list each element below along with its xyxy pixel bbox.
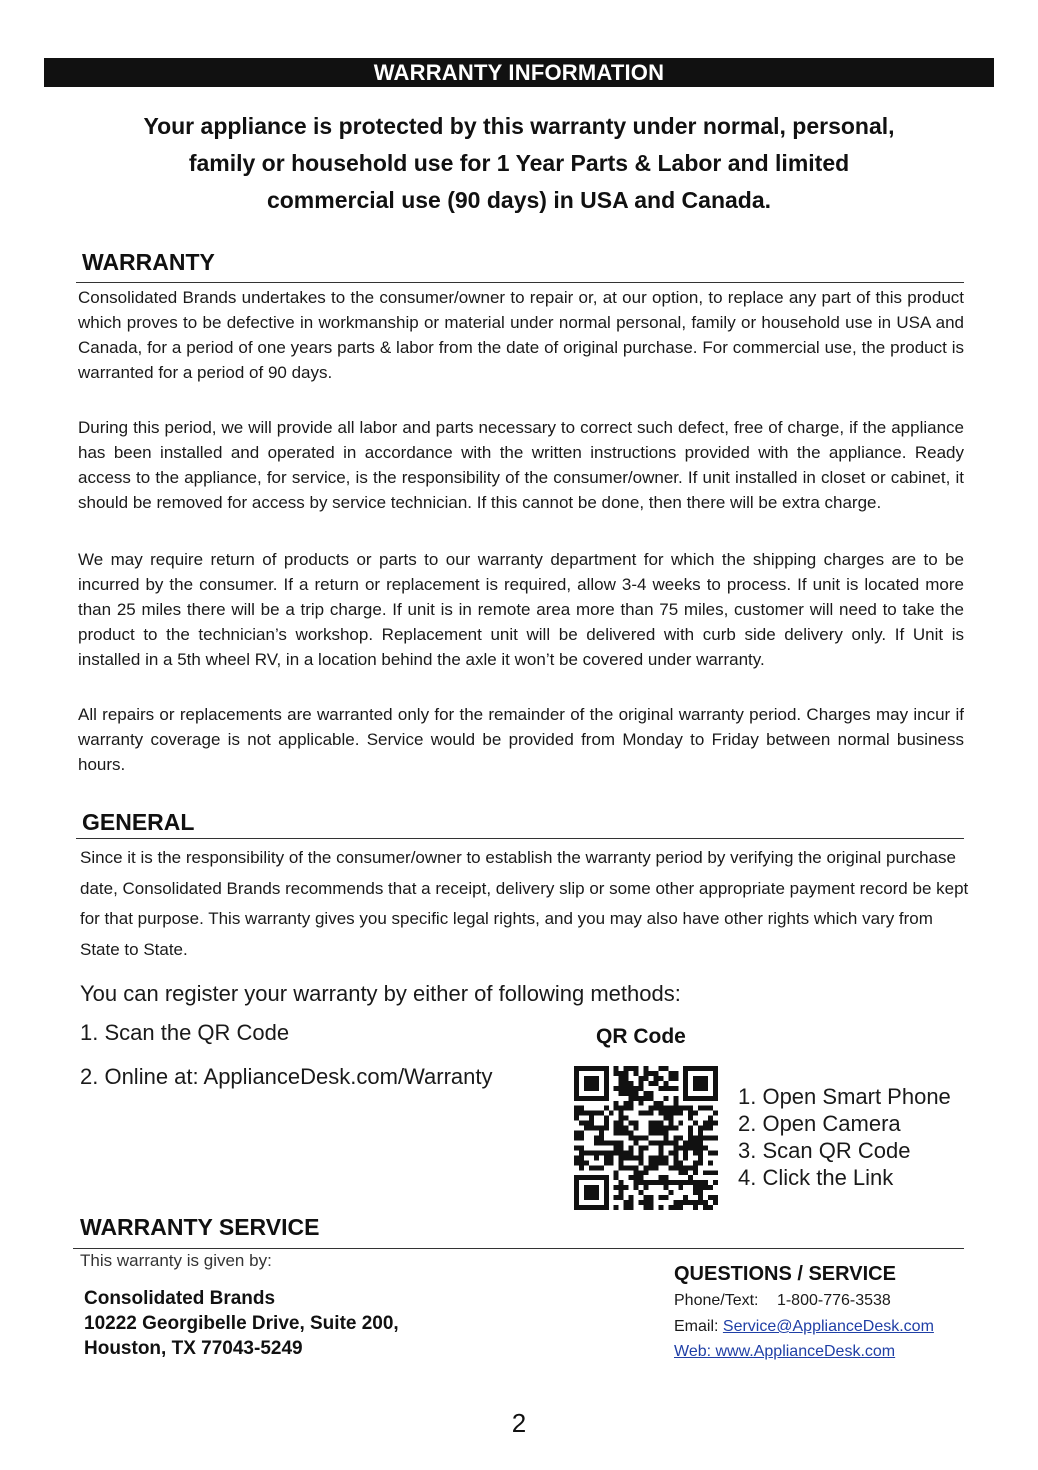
register-method-online[interactable]: 2. Online at: ApplianceDesk.com/Warranty	[80, 1064, 493, 1089]
web-row	[674, 1343, 927, 1361]
intro-line: Your appliance is protected by this warranty under normal, personal,	[143, 113, 895, 139]
intro-statement	[60, 108, 978, 219]
phone-row	[674, 1292, 891, 1310]
qr-step: 3. Scan QR Code	[738, 1138, 911, 1163]
qr-code-icon[interactable]	[574, 1066, 718, 1210]
warranty-paragraph-3: We may require return of products or parts to our warranty department for which the shipping charges are to be incurred by the consumer. If a return or replacement is required, allow 3-4 weeks to process. If unit is located more than 25 miles there will be a trip charge. If unit is in remote area more than 75 miles, customer will need to take the product to the technician’s workshop. Replacement unit will be delivered with curb side delivery only. If Unit is installed in a 5th wheel RV, in a location behind the axle it won’t be covered under warranty.	[78, 550, 964, 669]
email-label: Email:	[674, 1318, 719, 1335]
general-divider	[76, 838, 964, 839]
page-number: 2	[511, 1408, 527, 1438]
warranty-paragraph-2: During this period, we will provide all labor and parts necessary to correct such defect, free of charge, if the appliance has been installed and operated in accordance with the written instructions provided with the appliance. Ready access to the appliance, for service, is the responsibility of the consumer/owner. If unit installed in closet or cabinet, it should be removed for access by service technician. If this cannot be done, then there will be extra charge.	[78, 418, 964, 512]
company-name: Consolidated Brands	[84, 1288, 276, 1309]
phone-label: Phone/Text:	[674, 1292, 759, 1309]
warranty-service-heading: WARRANTY SERVICE	[80, 1214, 320, 1240]
general-heading: GENERAL	[82, 809, 195, 835]
given-by-label: This warranty is given by:	[80, 1251, 272, 1270]
phone-number[interactable]: 1-800-776-3538	[776, 1292, 891, 1309]
general-paragraph: Since it is the responsibility of the consumer/owner to establish the warranty period by verifying the original purchase date, Consolidated Brands recommends that a receipt, delivery slip or some other appropriate payment record be kept for that purpose. This warranty gives you specific legal rights, and you may also have other rights which vary from State to State.	[80, 848, 969, 959]
warranty-divider	[76, 282, 964, 283]
intro-line: commercial use (90 days) in USA and Canada.	[266, 187, 772, 213]
warranty-service-divider	[73, 1248, 964, 1249]
questions-service-heading: QUESTIONS / SERVICE	[674, 1263, 896, 1285]
intro-line: family or household use for 1 Year Parts & Labor and limited	[188, 150, 850, 176]
address-line-1: 10222 Georgibelle Drive, Suite 200,	[84, 1313, 399, 1334]
warranty-paragraph-1: Consolidated Brands undertakes to the consumer/owner to repair or, at our option, to replace any part of this product which proves to be defective in workmanship or material under normal personal, family or household use in USA and Canada, for a period of one years parts & labor from the date of original purchase. For commercial use, the product is warranted for a period of 90 days.	[78, 288, 964, 382]
register-method-qr: 1. Scan the QR Code	[80, 1020, 290, 1045]
email-row	[674, 1318, 934, 1336]
qr-step: 4. Click the Link	[738, 1165, 894, 1190]
company-address	[84, 1286, 399, 1361]
qr-step: 1. Open Smart Phone	[738, 1084, 951, 1109]
email-link[interactable]: Service@ApplianceDesk.com	[722, 1318, 934, 1335]
address-line-2: Houston, TX 77043-5249	[84, 1338, 303, 1359]
qr-code-label: QR Code	[596, 1025, 686, 1048]
warranty-information-banner: WARRANTY INFORMATION	[44, 58, 994, 87]
qr-steps-list	[738, 1083, 951, 1191]
qr-step: 2. Open Camera	[738, 1111, 901, 1136]
register-intro: You can register your warranty by either of following methods:	[80, 981, 681, 1006]
warranty-heading: WARRANTY	[82, 249, 215, 275]
web-link[interactable]: Web: www.ApplianceDesk.com	[674, 1343, 896, 1360]
warranty-paragraph-4: All repairs or replacements are warranted only for the remainder of the original warranty period. Charges may incur if warranty coverage is not applicable. Service would be provided from Monday to Friday between normal business hours.	[78, 705, 964, 774]
